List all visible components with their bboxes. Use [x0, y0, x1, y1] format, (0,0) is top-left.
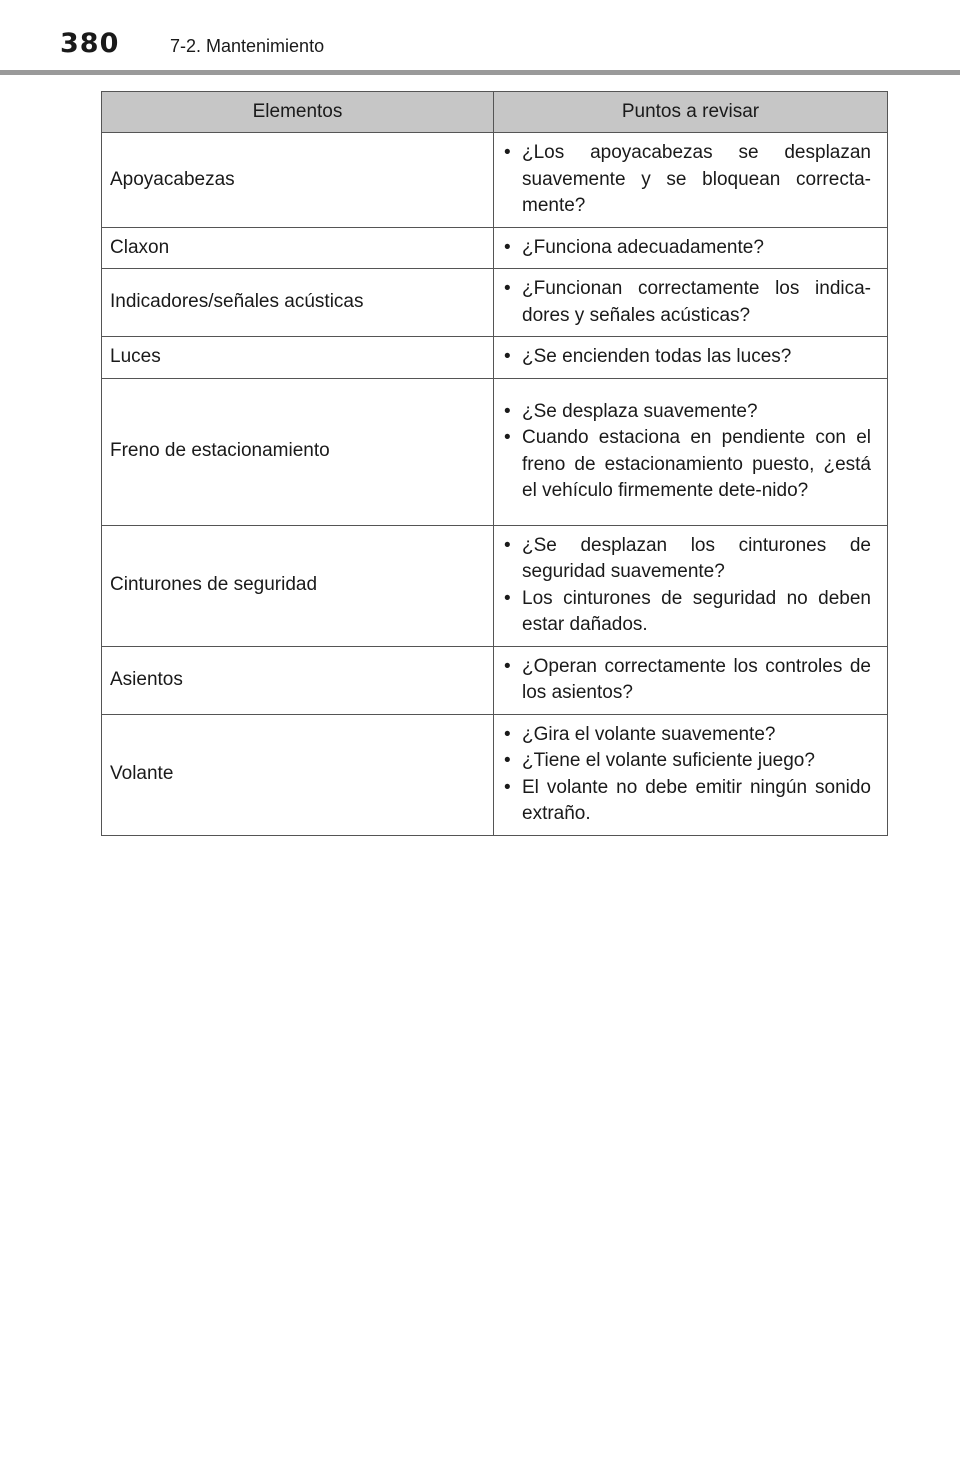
- check-list: [502, 140, 871, 220]
- row-checks: [494, 227, 888, 269]
- page-header: [0, 0, 960, 76]
- check-item: • ¿Funciona adecuadamente?: [502, 235, 871, 262]
- check-item: • ¿Funcionan correctamente los indica-dores y señales acústicas?: [502, 276, 871, 329]
- row-item: Claxon: [102, 227, 494, 269]
- check-list: [502, 722, 871, 828]
- check-item: • ¿Se encienden todas las luces?: [502, 344, 871, 371]
- inspection-table: [101, 91, 888, 836]
- row-checks: [494, 525, 888, 646]
- column-header-elementos: Elementos: [102, 92, 494, 133]
- column-header-puntos: Puntos a revisar: [494, 92, 888, 133]
- row-checks: [494, 133, 888, 228]
- row-item: Indicadores/señales acústicas: [102, 269, 494, 337]
- header-divider: [0, 70, 960, 75]
- section-title: 7-2. Mantenimiento: [170, 36, 325, 56]
- check-item: • ¿Se desplazan los cinturones de seguridad suavemente?: [502, 533, 871, 586]
- row-checks: [494, 378, 888, 525]
- row-item: Luces: [102, 337, 494, 379]
- table-row: [102, 227, 888, 269]
- check-list: [502, 276, 871, 329]
- table-row: [102, 269, 888, 337]
- table-row: [102, 525, 888, 646]
- row-item: Freno de estacionamiento: [102, 378, 494, 525]
- check-item: • ¿Los apoyacabezas se desplazan suavemente y se bloquean correcta-mente?: [502, 140, 871, 220]
- table-header-row: [102, 92, 888, 133]
- check-item: • ¿Se desplaza suavemente?: [502, 399, 871, 426]
- row-checks: [494, 269, 888, 337]
- check-item: • Los cinturones de seguridad no deben estar dañados.: [502, 586, 871, 639]
- row-checks: [494, 646, 888, 714]
- check-list: [502, 344, 871, 371]
- check-list: [502, 399, 871, 505]
- row-checks: [494, 337, 888, 379]
- check-list: [502, 533, 871, 639]
- row-item: Apoyacabezas: [102, 133, 494, 228]
- table-row: [102, 646, 888, 714]
- table-row: [102, 714, 888, 835]
- row-item: Asientos: [102, 646, 494, 714]
- check-item: • ¿Tiene el volante suficiente juego?: [502, 748, 871, 775]
- table-row: [102, 378, 888, 525]
- table-row: [102, 337, 888, 379]
- page-number: 380: [60, 28, 120, 59]
- row-item: Volante: [102, 714, 494, 835]
- check-item: • El volante no debe emitir ningún sonido extraño.: [502, 775, 871, 828]
- check-item: • ¿Gira el volante suavemente?: [502, 722, 871, 749]
- check-list: [502, 654, 871, 707]
- check-item: • ¿Operan correctamente los controles de los asientos?: [502, 654, 871, 707]
- check-item: • Cuando estaciona en pendiente con el freno de estacionamiento puesto, ¿está el vehículo firmemente dete-nido?: [502, 425, 871, 505]
- table-row: [102, 133, 888, 228]
- check-list: [502, 235, 871, 262]
- row-checks: [494, 714, 888, 835]
- row-item: Cinturones de seguridad: [102, 525, 494, 646]
